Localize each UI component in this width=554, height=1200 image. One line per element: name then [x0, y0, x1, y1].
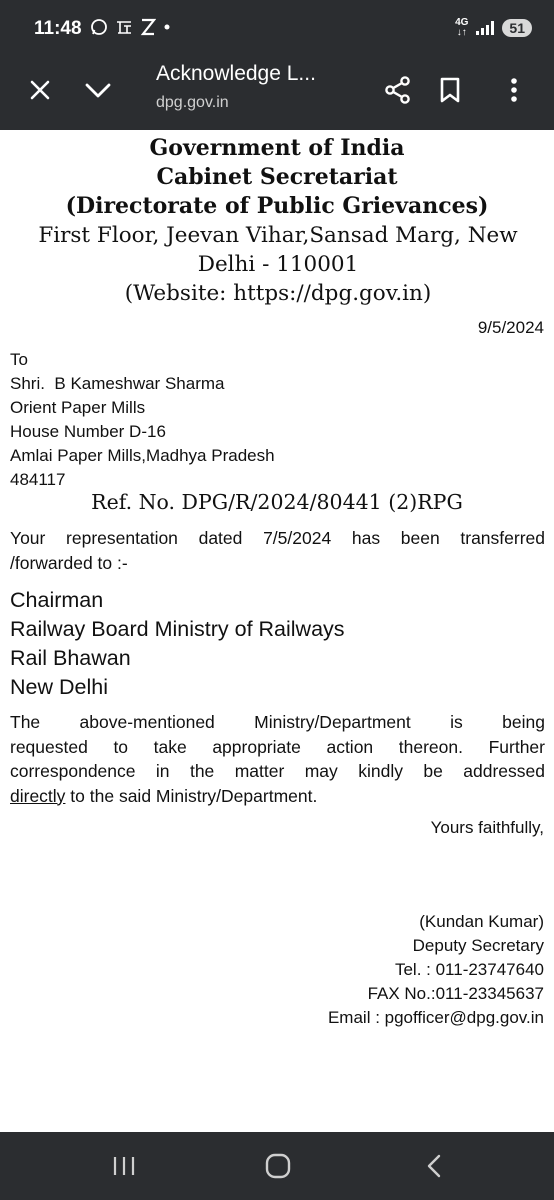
recipient-line: Railway Board Ministry of Railways	[10, 617, 345, 641]
addressee-block	[10, 348, 275, 492]
notification-icons	[90, 18, 171, 39]
app-icon	[115, 18, 133, 36]
dot-icon	[163, 18, 171, 36]
whatsapp-icon	[90, 18, 108, 36]
underlined-word: directly	[10, 785, 66, 806]
page-url[interactable]: dpg.gov.in	[156, 94, 229, 111]
header-line-2: Cabinet Secretariat	[156, 164, 398, 190]
signatory-tel: Tel. : 011-23747640	[394, 960, 544, 979]
status-time: 11:48	[34, 18, 82, 39]
close-button[interactable]	[20, 70, 60, 110]
closing-text: Yours faithfully,	[430, 818, 544, 837]
address-line-1: First Floor, Jeevan Vihar,Sansad Marg, New	[38, 223, 518, 248]
share-button[interactable]	[378, 70, 418, 110]
network-label: 4G	[455, 17, 469, 28]
recent-apps-icon	[112, 1155, 136, 1177]
transfer-line: Your representation dated 7/5/2024 has been transferred	[10, 528, 545, 548]
body-line: The above-mentioned Ministry/Department is being	[10, 712, 545, 732]
signatory-name: (Kundan Kumar)	[419, 912, 544, 931]
network-type	[455, 18, 468, 38]
signal-icon	[476, 21, 494, 35]
minimize-button[interactable]	[78, 70, 118, 110]
browser-toolbar	[0, 60, 554, 130]
recipient-line: Chairman	[10, 588, 104, 612]
battery-indicator: 51	[502, 19, 532, 37]
back-button[interactable]	[414, 1150, 454, 1182]
browser-chrome	[0, 0, 554, 130]
bookmark-icon	[439, 76, 461, 104]
reference-number: Ref. No. DPG/R/2024/80441 (2)RPG	[91, 490, 463, 514]
close-icon	[28, 78, 52, 102]
back-icon	[425, 1154, 443, 1178]
page-title[interactable]: Acknowledge L...	[156, 62, 316, 85]
status-bar	[0, 0, 554, 60]
transfer-line: /forwarded to :-	[10, 552, 128, 573]
more-options-button[interactable]	[494, 70, 534, 110]
recent-apps-button[interactable]	[104, 1150, 144, 1182]
addressee-pin: 484117	[10, 470, 66, 489]
letter-date: 9/5/2024	[477, 318, 544, 337]
body-line: requested to take appropriate action thereon. Further	[10, 736, 545, 757]
home-button[interactable]	[258, 1150, 298, 1182]
signatory-email: Email : pgofficer@dpg.gov.in	[327, 1008, 544, 1027]
status-right	[455, 18, 532, 38]
address-line-3: (Website: https://dpg.gov.in)	[124, 281, 432, 306]
header-line-3: (Directorate of Public Grievances)	[65, 193, 489, 219]
document-page	[0, 130, 554, 1132]
address-line-2: Delhi - 110001	[197, 252, 359, 277]
share-icon	[384, 75, 412, 105]
more-vert-icon	[510, 77, 518, 103]
addressee-line: Amlai Paper Mills,Madhya Pradesh	[10, 446, 275, 465]
addressee-line: House Number D-16	[10, 422, 166, 441]
body-line	[10, 784, 545, 809]
recipient-line: Rail Bhawan	[10, 646, 131, 670]
bookmark-button[interactable]	[430, 70, 470, 110]
body-line-rest: to the said Ministry/Department.	[65, 785, 318, 806]
body-line: correspondence in the matter may kindly be addressed	[10, 761, 545, 781]
home-icon	[265, 1153, 291, 1179]
chevron-down-icon	[84, 78, 112, 102]
signatory-title: Deputy Secretary	[412, 936, 544, 955]
signatory-fax: FAX No.:011-23345637	[367, 984, 544, 1003]
recipient-block	[10, 586, 345, 702]
transfer-paragraph	[10, 526, 545, 575]
to-label: To	[10, 350, 28, 369]
system-navigation-bar	[0, 1132, 554, 1200]
addressee-name: Shri. B Kameshwar Sharma	[10, 374, 225, 393]
data-arrows: ↓↑	[456, 27, 467, 38]
header-line-1: Government of India	[149, 135, 405, 161]
addressee-line: Orient Paper Mills	[10, 398, 146, 417]
body-paragraph	[10, 710, 545, 808]
signatory-block	[328, 910, 544, 1030]
recipient-line: New Delhi	[10, 675, 108, 699]
z-icon	[140, 18, 156, 36]
